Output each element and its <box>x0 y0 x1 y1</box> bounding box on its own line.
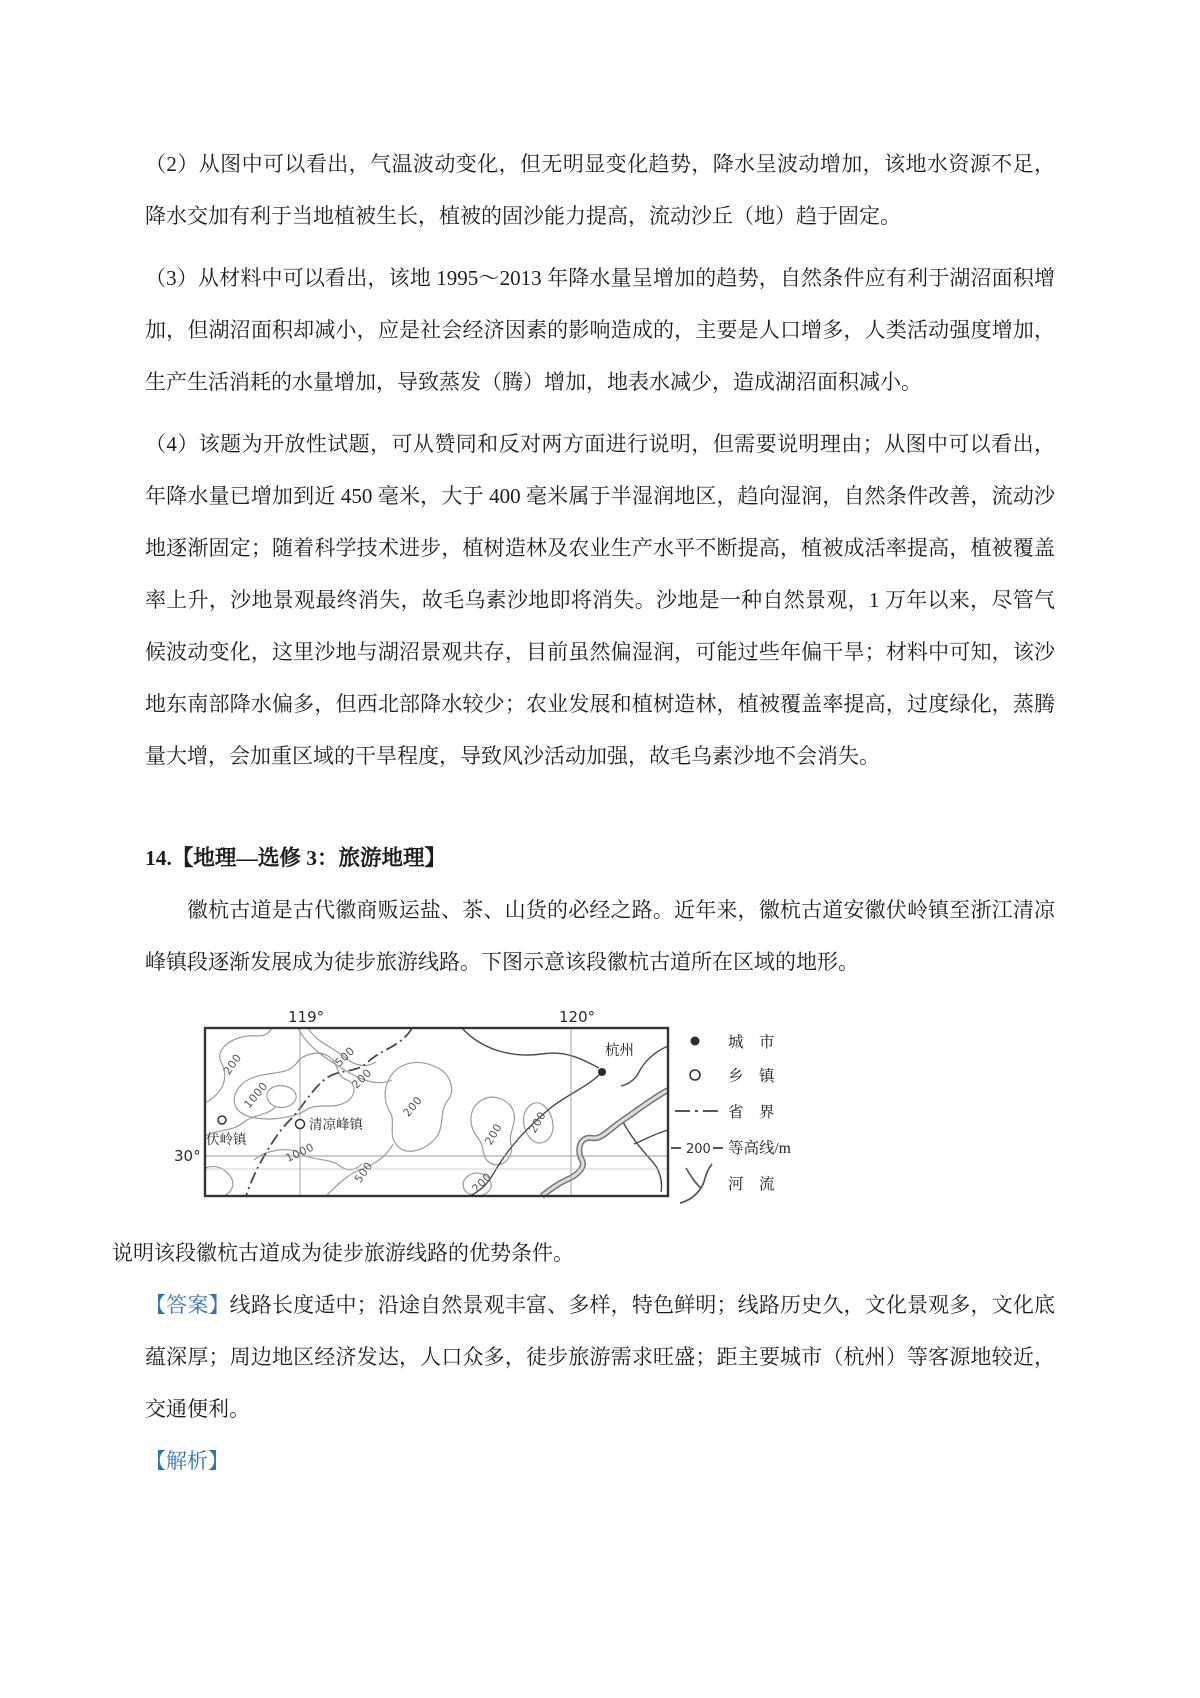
analysis-label: 【解析】 <box>145 1449 229 1473</box>
latitude-label: 30° <box>174 1147 201 1165</box>
city-marker-hangzhou <box>598 1068 606 1076</box>
legend-label-river: 河 流 <box>728 1176 775 1193</box>
map-border <box>205 1028 668 1196</box>
answer-label: 【答案】 <box>145 1293 230 1317</box>
longitude-label: 120° <box>559 1008 596 1026</box>
town-label-fuling: 伏岭镇 <box>206 1132 247 1147</box>
route-line <box>462 1028 599 1068</box>
contour-line <box>205 1166 233 1196</box>
contour-value: 200 <box>482 1121 505 1148</box>
analysis-paragraph-3: （3）从材料中可以看出，该地 1995～2013 年降水量呈增加的趋势，自然条件应有利于湖沼面积增加，但湖沼面积却减小，应是社会经济因素的影响造成的，主要是人口增多，人类活动强度增加，生产生活消耗的水量增加，导致蒸发（腾）增加，地表水减少，造成湖沼面积减小。 <box>145 266 1055 394</box>
question-14-heading: 14.【地理—选修 3：旅游地理】 <box>145 846 447 870</box>
legend-label-contour: 等高线/m <box>728 1140 791 1157</box>
contour-line <box>267 1086 296 1108</box>
contour-value: 200 <box>349 1066 375 1092</box>
town-circle-icon <box>690 1070 700 1080</box>
contour-value: 200 <box>469 1170 495 1196</box>
question-14-answer <box>145 1279 1055 1435</box>
analysis-paragraph-4: （4）该题为开放性试题，可从赞同和反对两方面进行说明，但需要说明理由；从图中可以看出，年降水量已增加到近 450 毫米，大于 400 毫米属于半湿润地区，趋向湿润，自然条件改善，流动沙地逐渐固定；随着科学技术进步，植树造林及农业生产水平不断提高，植被成活率提高，植被覆盖率上升，沙地景观最终消失，故毛乌素沙地即将消失。沙地是一种自然景观，1 万年以来，尽管气候波动变化，这里沙地与湖沼景观共存，目前虽然偏湿润，可能过些年偏干旱；材料中可知，该沙地东南部降水偏多，但西北部降水较少；农业发展和植树造林，植被覆盖率提高，过度绿化，蒸腾量大增，会加重区域的干旱程度，导致风沙活动加强，故毛乌素沙地不会消失。 <box>145 432 1055 768</box>
contour-value: 1000 <box>241 1079 271 1111</box>
contour-value: 200 <box>526 1109 549 1136</box>
question-14-prompt: 说明该段徽杭古道成为徒步旅游线路的优势条件。 <box>112 1241 574 1265</box>
legend-label-province-boundary: 省 界 <box>728 1104 775 1121</box>
legend-label-city: 城 市 <box>728 1034 775 1051</box>
city-dot-icon <box>691 1037 700 1046</box>
contour-value: 1000 <box>283 1140 317 1165</box>
contour-value: 200 <box>400 1093 426 1120</box>
town-marker-qingliangfeng <box>296 1120 305 1129</box>
river-path <box>542 1090 668 1196</box>
topographic-map-figure <box>150 1008 1055 1213</box>
contour-value: 500 <box>351 1159 376 1186</box>
topographic-map <box>150 1008 810 1213</box>
analysis-paragraph-2: （2）从图中可以看出，气温波动变化，但无明显变化趋势，降水呈波动增加，该地水资源不足，降水交加有利于当地植被生长，植被的固沙能力提高，流动沙丘（地）趋于固定。 <box>145 152 1055 228</box>
contour-icon-value: 200 <box>686 1142 711 1157</box>
stream-line <box>634 1130 668 1144</box>
city-label-hangzhou: 杭州 <box>605 1043 634 1059</box>
town-label-qingliangfeng: 清凉峰镇 <box>309 1117 363 1132</box>
answer-text: 线路长度适中；沿途自然景观丰富、多样，特色鲜明；线路历史久，文化景观多，文化底蕴深厚；周边地区经济发达，人口众多，徒步旅游需求旺盛；距主要城市（杭州）等客源地较近，交通便利。 <box>145 1293 1056 1421</box>
question-14-intro: 徽杭古道是古代徽商贩运盐、茶、山货的必经之路。近年来，徽杭古道安徽伏岭镇至浙江清凉峰镇段逐渐发展成为徒步旅游线路。下图示意该段徽杭古道所在区域的地形。 <box>145 898 1055 974</box>
legend-label-town: 乡 镇 <box>728 1068 775 1085</box>
contour-value: 200 <box>220 1051 245 1078</box>
river-icon <box>680 1164 712 1203</box>
contour-value: 500 <box>332 1044 358 1070</box>
longitude-label: 119° <box>288 1008 325 1026</box>
town-marker-fuling <box>218 1116 226 1124</box>
map-legend <box>671 1033 791 1203</box>
question-14-analysis <box>145 1435 1055 1487</box>
province-boundary-line <box>246 1028 412 1196</box>
